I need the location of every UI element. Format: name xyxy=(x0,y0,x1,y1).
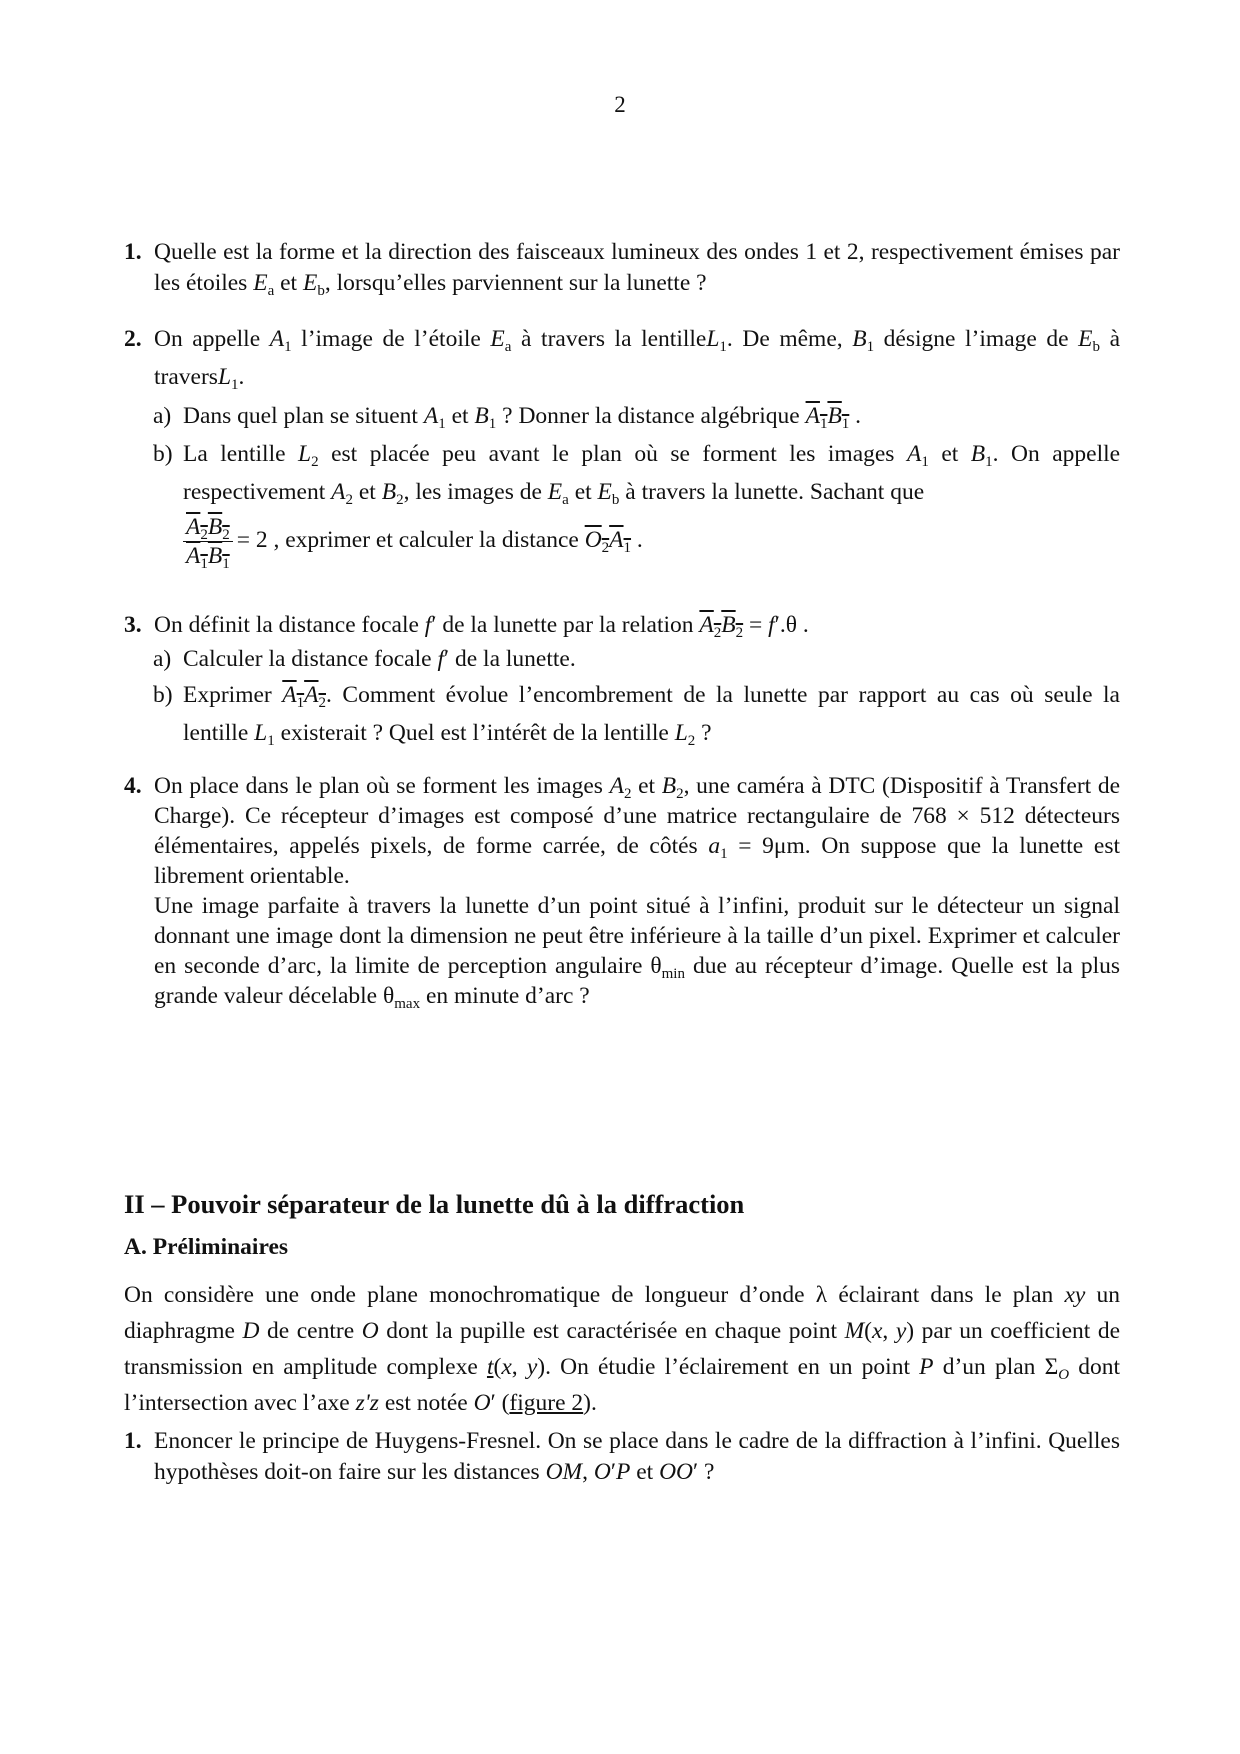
preliminaries-paragraph: On considère une onde plane monochromatique de longueur d’onde λ éclairant dans le plan xy un diaphragme D de centre O dont la pupille est caractérisée en chaque point M(x, y) par un coefficient de transmission en amplitude complexe t(x, y). On étudie l’éclairement en un point P d’un plan $\Sigma_O$ dont l’intersection avec l’axe z'z est notée O′ (figure 2). xyxy=(124,1282,1121,1416)
question-number: 1. xyxy=(124,1428,142,1454)
question-text: On définit la distance focale f′ de la lunette par la relation $A_2B_2 = f'.\theta$ . xyxy=(154,612,809,641)
question-3 xyxy=(124,608,1120,752)
question-number: 4. xyxy=(124,773,142,799)
preliminary-question-1 xyxy=(124,1426,1120,1488)
page-number: 2 xyxy=(614,92,626,117)
question-number: 1. xyxy=(124,239,142,265)
ratio-fraction: $\frac{A_2B_2}{A_1B_1}$ xyxy=(183,513,233,570)
question-number: 3. xyxy=(124,612,142,638)
section-heading: II – Pouvoir séparateur de la lunette dû à la diffraction xyxy=(124,1189,745,1219)
question-text: Quelle est la forme et la direction des faisceaux lumineux des ondes 1 et 2, respectivement émises par les étoiles $E_a$ et $E_b$, lorsqu’elles parviennent sur la lunette ? xyxy=(154,239,1120,299)
question-2b: b) La lentille $L_2$ est placée peu avant le plan où se forment les images $A_1$ et $B_1$. On appelle respectivement $A_2$ et $B_2$, les images de $E_a$ et $E_b$ à travers la lunette. Sachant que $\frac{A_2B_2}{A_1B_1}$ = 2 , exprimer et calculer la distance $O_2A_1$ . xyxy=(153,441,1121,572)
subsection-heading: A. Préliminaires xyxy=(124,1234,289,1260)
question-3a: a) Calculer la distance focale f′ de la lunette. xyxy=(153,646,576,672)
question-2 xyxy=(124,320,1120,570)
question-text: Enoncer le principe de Huygens-Fresnel. On se place dans le cadre de la diffraction à l’infini. Quelles hypothèses doit-on faire sur les distances OM, O′P et OO′ ? xyxy=(154,1428,1120,1485)
question-text: On place dans le plan où se forment les images $A_2$ et $B_2$, une caméra à DTC (Dispositif à Transfert de Charge). Ce récepteur d’images est composé d’une matrice rectangulaire de 768 × 512 détecteurs élémentaires, appelés pixels, de forme carrée, de côtés $a_1 = 9\mu m$. On suppose que la lunette est librement orientable. Une image parfaite à travers la lunette d’un point situé à l’infini, produit sur le détecteur un signal donnant une image dont la dimension ne peut être inférieure à la taille d’un pixel. Exprimer et calculer en seconde d’arc, la limite de perception angulaire $\theta_{min}$ due au récepteur d’image. Quelle est la plus grande valeur décelable $\theta_{max}$ en minute d’arc ? xyxy=(154,773,1121,1012)
question-2a: a) Dans quel plan se situent $A_1$ et $B_1$ ? Donner la distance algébrique $A_1B_1$ . xyxy=(153,403,862,432)
question-number: 2. xyxy=(124,326,142,352)
question-3b: b) Exprimer $A_1A_2$. Comment évolue l’encombrement de la lunette par rapport au cas où seule la lentille $L_1$ existerait ? Quel est l’intérêt de la lentille $L_2$ ? xyxy=(153,682,1120,749)
question-text: On appelle $A_1$ l’image de l’étoile $E_a$ à travers la lentilleL$_1$. De même, $B_1$ désigne l’image de $E_b$ à traversL$_1$. xyxy=(154,326,1121,393)
question-4 xyxy=(124,771,1120,1011)
question-1 xyxy=(124,237,1120,299)
figure-2-link: figure 2 xyxy=(509,1390,584,1416)
